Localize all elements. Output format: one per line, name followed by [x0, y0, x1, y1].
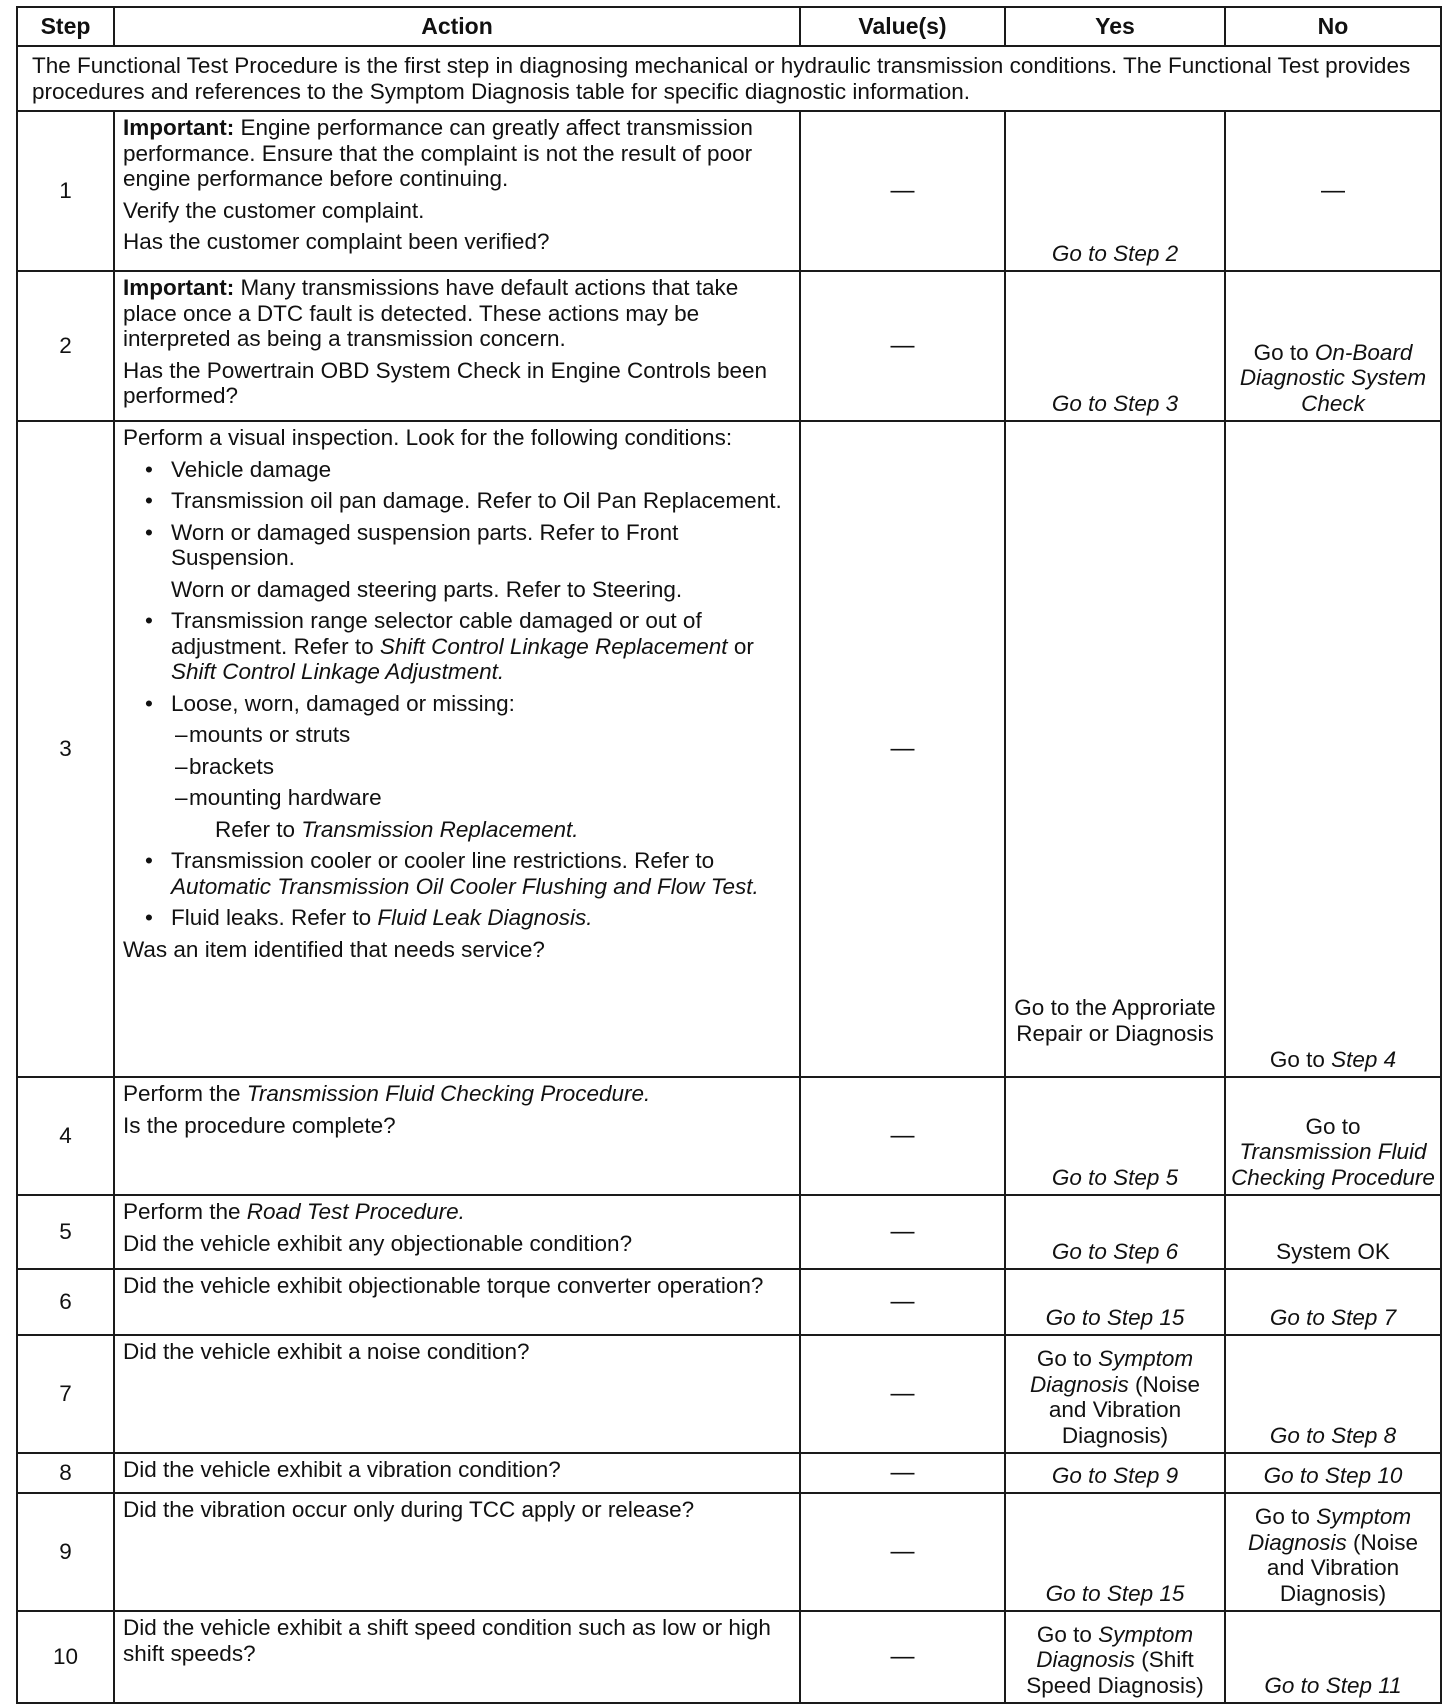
no-cell: [1225, 1077, 1441, 1195]
no-link: Transmission Fluid Checking Procedure: [1231, 1139, 1435, 1190]
intro-row: [17, 46, 1441, 111]
step-number: 5: [17, 1195, 114, 1269]
value-cell: —: [800, 1195, 1005, 1269]
sub-item: – mounts or struts: [175, 722, 351, 747]
table-row: [17, 1493, 1441, 1611]
value-cell: —: [800, 421, 1005, 1077]
action-cell: [114, 1269, 800, 1335]
no-cell: [1225, 1611, 1441, 1703]
list-item: • Worn or damaged suspension parts. Refer to Front Suspension.: [145, 519, 679, 570]
action-cell: [114, 1195, 800, 1269]
yes-cell: [1005, 1077, 1225, 1195]
value-cell: —: [800, 1611, 1005, 1703]
value-cell: —: [800, 1269, 1005, 1335]
no-cell: [1225, 1453, 1441, 1493]
important-label: Important:: [123, 275, 235, 300]
step-number: 4: [17, 1077, 114, 1195]
sub-item: – brackets: [175, 753, 275, 779]
yes-cell: Go to Symptom Diagnosis (Noise and Vibration Diagnosis): [1005, 1335, 1225, 1453]
yes-link: Go to Step 2: [1051, 240, 1179, 266]
value-cell: —: [800, 271, 1005, 421]
no-cell: [1225, 271, 1441, 421]
action-cell: [114, 1611, 800, 1703]
action-line: Perform the Road Test Procedure.: [123, 1199, 465, 1224]
table-row: [17, 421, 1441, 1077]
no-link: Go to Step 11: [1264, 1672, 1402, 1698]
action-cell: [114, 1493, 800, 1611]
functional-test-table: [16, 6, 1442, 1704]
yes-link: Go to Step 5: [1051, 1164, 1179, 1190]
step-number: 2: [17, 271, 114, 421]
important-text: Many transmissions have default actions that take place once a DTC fault is detected. These actions may be interpreted as being a transmission concern.: [123, 275, 739, 351]
yes-link: Go to Step 3: [1051, 390, 1179, 416]
action-question: Did the vehicle exhibit any objectionable condition?: [123, 1230, 633, 1256]
header-step: Step: [17, 7, 114, 46]
table-row: [17, 111, 1441, 271]
refer-line: Refer to Transmission Replacement.: [215, 816, 579, 842]
action-line: Verify the customer complaint.: [123, 197, 425, 223]
step-number: 8: [17, 1453, 114, 1493]
yes-cell: [1005, 1195, 1225, 1269]
yes-cell: [1005, 421, 1225, 1077]
no-cell: Go to Symptom Diagnosis (Noise and Vibration Diagnosis): [1225, 1493, 1441, 1611]
action-cell: [114, 1077, 800, 1195]
value-cell: —: [800, 111, 1005, 271]
yes-cell: [1005, 1493, 1225, 1611]
yes-cell: Go to Symptom Diagnosis (Shift Speed Diagnosis): [1005, 1611, 1225, 1703]
header-row: [17, 7, 1441, 46]
list-item: • Vehicle damage: [145, 456, 332, 482]
step-number: 3: [17, 421, 114, 1077]
step-number: 9: [17, 1493, 114, 1611]
table-row: [17, 1611, 1441, 1703]
no-cell: [1225, 421, 1441, 1077]
important-text: Engine performance can greatly affect transmission performance. Ensure that the complaint is not the result of poor engine performance before continuing.: [123, 115, 753, 191]
action-question: Did the vehicle exhibit objectionable torque converter operation?: [123, 1273, 764, 1298]
inspection-list: [123, 457, 791, 717]
step-number: 1: [17, 111, 114, 271]
no-cell: [1225, 1335, 1441, 1453]
yes-cell: [1005, 1453, 1225, 1493]
action-question: Did the vehicle exhibit a vibration condition?: [123, 1457, 561, 1482]
list-item-continuation: Worn or damaged steering parts. Refer to Steering.: [171, 576, 683, 602]
value-cell: —: [800, 1335, 1005, 1453]
list-item: • Transmission cooler or cooler line restrictions. Refer to Automatic Transmission Oil Cooler Flushing and Flow Test.: [145, 848, 759, 899]
no-cell: —: [1225, 111, 1441, 271]
step-number: 6: [17, 1269, 114, 1335]
table-row: [17, 1269, 1441, 1335]
yes-cell: [1005, 111, 1225, 271]
yes-text: Go to the Approriate Repair or Diagnosis: [1014, 995, 1216, 1046]
step-number: 7: [17, 1335, 114, 1453]
table-row: [17, 271, 1441, 421]
step-number: 10: [17, 1611, 114, 1703]
no-link: Symptom Diagnosis: [1247, 1504, 1412, 1555]
table-row: [17, 1335, 1441, 1453]
yes-link: Go to Step 15: [1045, 1304, 1185, 1330]
action-cell: [114, 271, 800, 421]
table-row: [17, 1195, 1441, 1269]
sub-item: – mounting hardware: [175, 785, 382, 810]
action-cell: [114, 1335, 800, 1453]
action-question: Did the vehicle exhibit a noise condition?: [123, 1339, 530, 1364]
no-link: Step 4: [1331, 1046, 1397, 1072]
no-link: Go to Step 10: [1263, 1462, 1403, 1488]
no-link: Go to Step 8: [1269, 1422, 1397, 1448]
no-prefix: Go to: [1269, 1046, 1332, 1072]
no-prefix: Go to: [1253, 339, 1315, 365]
yes-link: Go to Step 15: [1045, 1580, 1185, 1606]
value-cell: —: [800, 1493, 1005, 1611]
action-question: Was an item identified that needs service?: [123, 936, 545, 962]
yes-link: Go to Step 6: [1051, 1238, 1179, 1264]
action-question: Has the customer complaint been verified?: [123, 229, 550, 254]
list-item: • Loose, worn, damaged or missing:: [145, 690, 515, 716]
value-cell: —: [800, 1077, 1005, 1195]
action-cell: [114, 421, 800, 1077]
intro-text: The Functional Test Procedure is the first step in diagnosing mechanical or hydraulic transmission conditions. The Functional Test provides procedures and references to the Symptom Diagnosis table for specific diagnostic information.: [17, 46, 1441, 111]
action-intro: Perform a visual inspection. Look for the following conditions:: [123, 425, 733, 450]
action-question: Is the procedure complete?: [123, 1112, 396, 1138]
header-no: No: [1225, 7, 1441, 46]
list-item: • Transmission oil pan damage. Refer to Oil Pan Replacement.: [145, 488, 782, 513]
action-cell: [114, 1453, 800, 1493]
action-question: Has the Powertrain OBD System Check in Engine Controls been performed?: [123, 357, 768, 408]
yes-link: Symptom Diagnosis: [1036, 1621, 1194, 1672]
header-values: Value(s): [800, 7, 1005, 46]
value-cell: —: [800, 1453, 1005, 1493]
yes-link: Symptom Diagnosis: [1029, 1346, 1194, 1397]
header-action: Action: [114, 7, 800, 46]
action-cell: [114, 111, 800, 271]
action-question: Did the vehicle exhibit a shift speed condition such as low or high shift speeds?: [123, 1615, 771, 1666]
no-link: On-Board Diagnostic System Check: [1239, 339, 1427, 416]
action-line: Perform the Transmission Fluid Checking Procedure.: [123, 1081, 651, 1106]
action-question: Did the vibration occur only during TCC apply or release?: [123, 1497, 695, 1522]
functional-test-document: [16, 6, 1440, 1704]
table-row: [17, 1453, 1441, 1493]
no-cell: [1225, 1269, 1441, 1335]
no-link: Go to Step 7: [1269, 1304, 1397, 1330]
yes-link: Go to Step 9: [1051, 1462, 1179, 1488]
important-label: Important:: [123, 115, 235, 140]
no-cell: System OK: [1225, 1195, 1441, 1269]
list-item: • Transmission range selector cable damaged or out of adjustment. Refer to Shift Control Linkage Replacement or Shift Control Linkage Adjustment.: [145, 608, 754, 684]
yes-cell: [1005, 271, 1225, 421]
header-yes: Yes: [1005, 7, 1225, 46]
list-item: • Fluid leaks. Refer to Fluid Leak Diagnosis.: [145, 905, 593, 930]
table-row: [17, 1077, 1441, 1195]
yes-cell: [1005, 1269, 1225, 1335]
inspection-list-2: [123, 848, 791, 931]
no-prefix: Go to: [1305, 1113, 1361, 1139]
